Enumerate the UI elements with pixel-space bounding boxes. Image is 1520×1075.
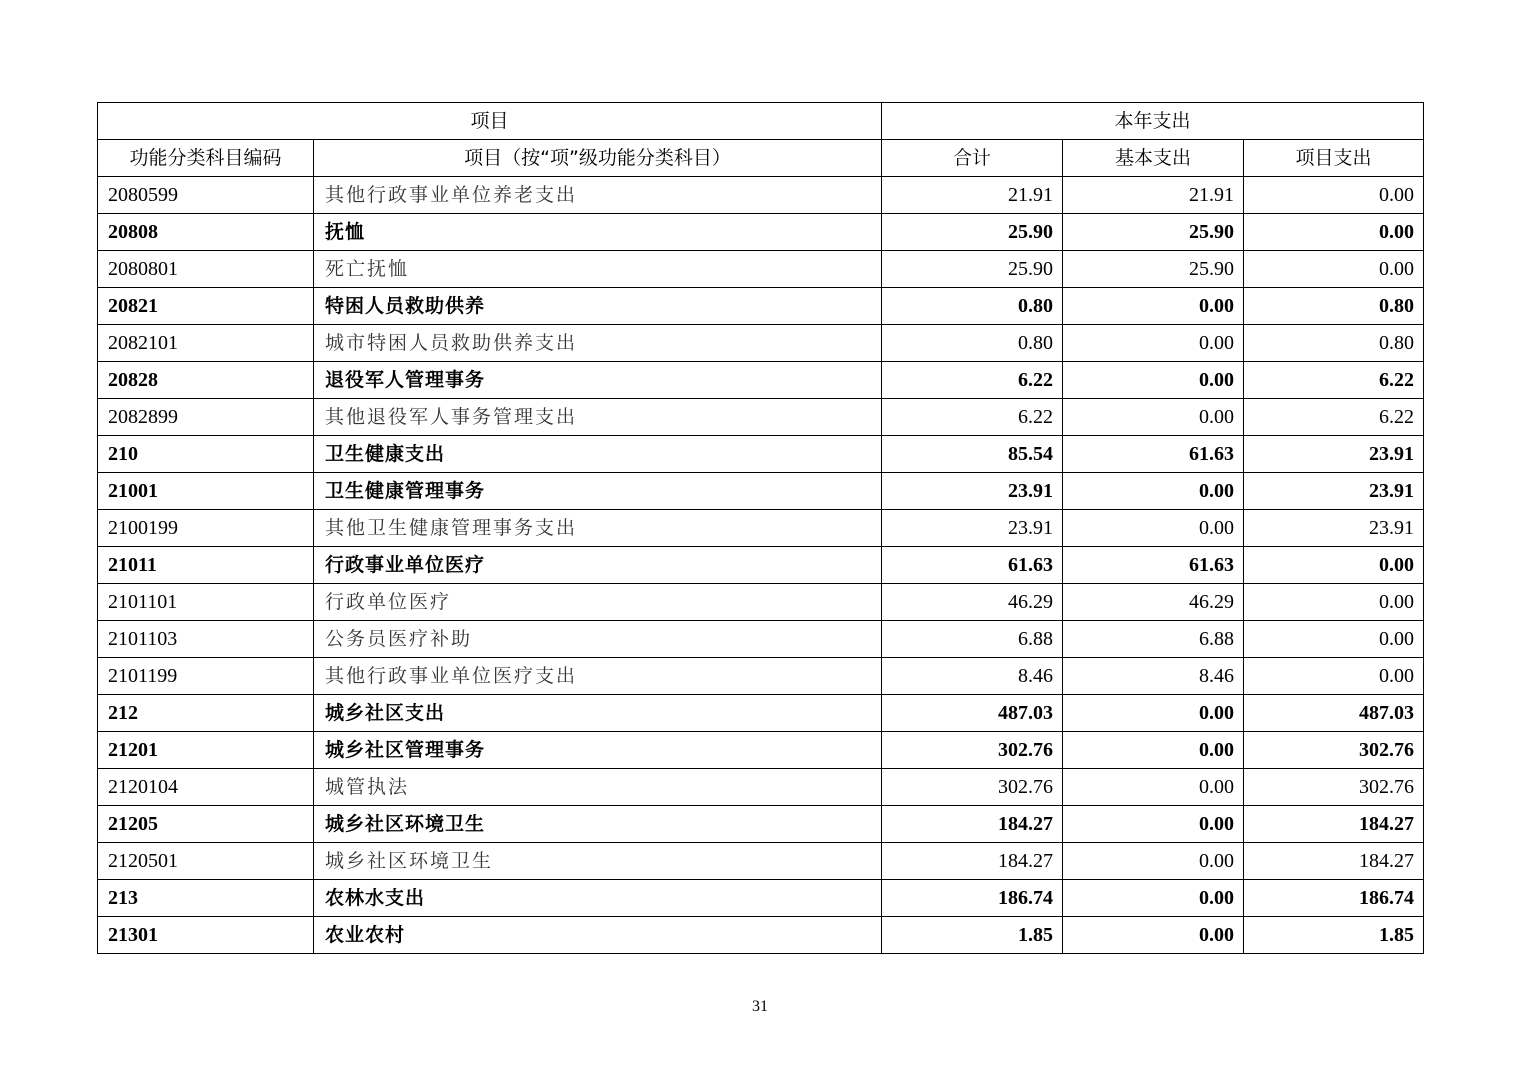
table-row xyxy=(98,436,1424,473)
cell-basic: 61.63 xyxy=(1063,436,1244,473)
cell-name: 卫生健康支出 xyxy=(314,436,882,473)
cell-code: 20828 xyxy=(98,362,314,399)
cell-project: 0.80 xyxy=(1244,288,1424,325)
table-row xyxy=(98,917,1424,954)
cell-basic: 61.63 xyxy=(1063,547,1244,584)
cell-project: 0.00 xyxy=(1244,251,1424,288)
cell-code: 2120501 xyxy=(98,843,314,880)
cell-total: 0.80 xyxy=(882,288,1063,325)
cell-project: 23.91 xyxy=(1244,473,1424,510)
cell-basic: 0.00 xyxy=(1063,695,1244,732)
cell-project: 6.22 xyxy=(1244,362,1424,399)
cell-project: 23.91 xyxy=(1244,436,1424,473)
table-row xyxy=(98,288,1424,325)
cell-code: 2100199 xyxy=(98,510,314,547)
header-row-top xyxy=(98,103,1424,140)
cell-name: 城乡社区支出 xyxy=(314,695,882,732)
cell-code: 2101101 xyxy=(98,584,314,621)
cell-code: 20821 xyxy=(98,288,314,325)
cell-total: 85.54 xyxy=(882,436,1063,473)
cell-total: 21.91 xyxy=(882,177,1063,214)
header-name: 项目（按“项”级功能分类科目） xyxy=(314,140,882,177)
cell-name: 其他卫生健康管理事务支出 xyxy=(314,510,882,547)
cell-project: 487.03 xyxy=(1244,695,1424,732)
cell-name: 行政事业单位医疗 xyxy=(314,547,882,584)
cell-basic: 21.91 xyxy=(1063,177,1244,214)
cell-total: 302.76 xyxy=(882,769,1063,806)
table-row xyxy=(98,732,1424,769)
table-row xyxy=(98,362,1424,399)
cell-project: 0.00 xyxy=(1244,584,1424,621)
cell-total: 23.91 xyxy=(882,510,1063,547)
cell-basic: 0.00 xyxy=(1063,399,1244,436)
cell-name: 城管执法 xyxy=(314,769,882,806)
cell-name: 公务员医疗补助 xyxy=(314,621,882,658)
cell-basic: 0.00 xyxy=(1063,473,1244,510)
table-row xyxy=(98,399,1424,436)
cell-project: 184.27 xyxy=(1244,806,1424,843)
table-row xyxy=(98,251,1424,288)
cell-total: 0.80 xyxy=(882,325,1063,362)
cell-project: 302.76 xyxy=(1244,732,1424,769)
cell-total: 8.46 xyxy=(882,658,1063,695)
cell-basic: 25.90 xyxy=(1063,214,1244,251)
cell-total: 186.74 xyxy=(882,880,1063,917)
cell-name: 特困人员救助供养 xyxy=(314,288,882,325)
cell-total: 184.27 xyxy=(882,806,1063,843)
cell-basic: 25.90 xyxy=(1063,251,1244,288)
table-row xyxy=(98,880,1424,917)
cell-project: 0.00 xyxy=(1244,214,1424,251)
cell-total: 25.90 xyxy=(882,251,1063,288)
cell-total: 23.91 xyxy=(882,473,1063,510)
cell-code: 2120104 xyxy=(98,769,314,806)
cell-code: 20808 xyxy=(98,214,314,251)
cell-name: 城乡社区环境卫生 xyxy=(314,843,882,880)
cell-total: 6.88 xyxy=(882,621,1063,658)
cell-code: 2101103 xyxy=(98,621,314,658)
table-row xyxy=(98,621,1424,658)
header-current-year-expenditure: 本年支出 xyxy=(882,103,1424,140)
page-number: 31 xyxy=(752,998,768,1015)
cell-basic: 0.00 xyxy=(1063,510,1244,547)
cell-code: 2082899 xyxy=(98,399,314,436)
table-row xyxy=(98,695,1424,732)
cell-total: 302.76 xyxy=(882,732,1063,769)
table-row xyxy=(98,510,1424,547)
table-row xyxy=(98,473,1424,510)
cell-code: 21301 xyxy=(98,917,314,954)
cell-name: 抚恤 xyxy=(314,214,882,251)
header-project: 项目支出 xyxy=(1244,140,1424,177)
cell-name: 城乡社区管理事务 xyxy=(314,732,882,769)
cell-basic: 6.88 xyxy=(1063,621,1244,658)
cell-name: 其他行政事业单位医疗支出 xyxy=(314,658,882,695)
cell-basic: 0.00 xyxy=(1063,806,1244,843)
header-code: 功能分类科目编码 xyxy=(98,140,314,177)
cell-code: 2082101 xyxy=(98,325,314,362)
cell-total: 25.90 xyxy=(882,214,1063,251)
cell-basic: 8.46 xyxy=(1063,658,1244,695)
cell-name: 农业农村 xyxy=(314,917,882,954)
table-row xyxy=(98,769,1424,806)
cell-name: 死亡抚恤 xyxy=(314,251,882,288)
cell-total: 1.85 xyxy=(882,917,1063,954)
table-row xyxy=(98,658,1424,695)
cell-basic: 0.00 xyxy=(1063,880,1244,917)
cell-code: 21001 xyxy=(98,473,314,510)
cell-name: 农林水支出 xyxy=(314,880,882,917)
cell-basic: 0.00 xyxy=(1063,732,1244,769)
cell-code: 212 xyxy=(98,695,314,732)
cell-name: 城乡社区环境卫生 xyxy=(314,806,882,843)
cell-basic: 0.00 xyxy=(1063,362,1244,399)
cell-name: 行政单位医疗 xyxy=(314,584,882,621)
header-basic: 基本支出 xyxy=(1063,140,1244,177)
cell-total: 184.27 xyxy=(882,843,1063,880)
table-row xyxy=(98,325,1424,362)
cell-code: 21011 xyxy=(98,547,314,584)
cell-code: 2101199 xyxy=(98,658,314,695)
cell-project: 0.00 xyxy=(1244,658,1424,695)
header-total: 合计 xyxy=(882,140,1063,177)
cell-project: 23.91 xyxy=(1244,510,1424,547)
cell-code: 213 xyxy=(98,880,314,917)
table-body xyxy=(98,177,1424,954)
cell-total: 487.03 xyxy=(882,695,1063,732)
cell-project: 302.76 xyxy=(1244,769,1424,806)
cell-total: 6.22 xyxy=(882,399,1063,436)
cell-name: 城市特困人员救助供养支出 xyxy=(314,325,882,362)
cell-basic: 0.00 xyxy=(1063,325,1244,362)
table-row xyxy=(98,547,1424,584)
table-row xyxy=(98,843,1424,880)
cell-project: 184.27 xyxy=(1244,843,1424,880)
cell-name: 其他退役军人事务管理支出 xyxy=(314,399,882,436)
cell-project: 0.80 xyxy=(1244,325,1424,362)
cell-basic: 0.00 xyxy=(1063,769,1244,806)
cell-basic: 0.00 xyxy=(1063,843,1244,880)
cell-code: 2080599 xyxy=(98,177,314,214)
cell-name: 退役军人管理事务 xyxy=(314,362,882,399)
cell-total: 46.29 xyxy=(882,584,1063,621)
cell-code: 2080801 xyxy=(98,251,314,288)
cell-total: 61.63 xyxy=(882,547,1063,584)
cell-project: 186.74 xyxy=(1244,880,1424,917)
header-item: 项目 xyxy=(98,103,882,140)
header-row-bottom xyxy=(98,140,1424,177)
cell-code: 21205 xyxy=(98,806,314,843)
cell-project: 1.85 xyxy=(1244,917,1424,954)
cell-code: 210 xyxy=(98,436,314,473)
cell-basic: 46.29 xyxy=(1063,584,1244,621)
cell-project: 0.00 xyxy=(1244,547,1424,584)
cell-project: 0.00 xyxy=(1244,621,1424,658)
cell-name: 卫生健康管理事务 xyxy=(314,473,882,510)
cell-basic: 0.00 xyxy=(1063,288,1244,325)
table-row xyxy=(98,177,1424,214)
table-row xyxy=(98,584,1424,621)
cell-total: 6.22 xyxy=(882,362,1063,399)
expenditure-table xyxy=(97,102,1424,954)
table-row xyxy=(98,214,1424,251)
table-row xyxy=(98,806,1424,843)
cell-name: 其他行政事业单位养老支出 xyxy=(314,177,882,214)
cell-code: 21201 xyxy=(98,732,314,769)
cell-basic: 0.00 xyxy=(1063,917,1244,954)
cell-project: 0.00 xyxy=(1244,177,1424,214)
cell-project: 6.22 xyxy=(1244,399,1424,436)
